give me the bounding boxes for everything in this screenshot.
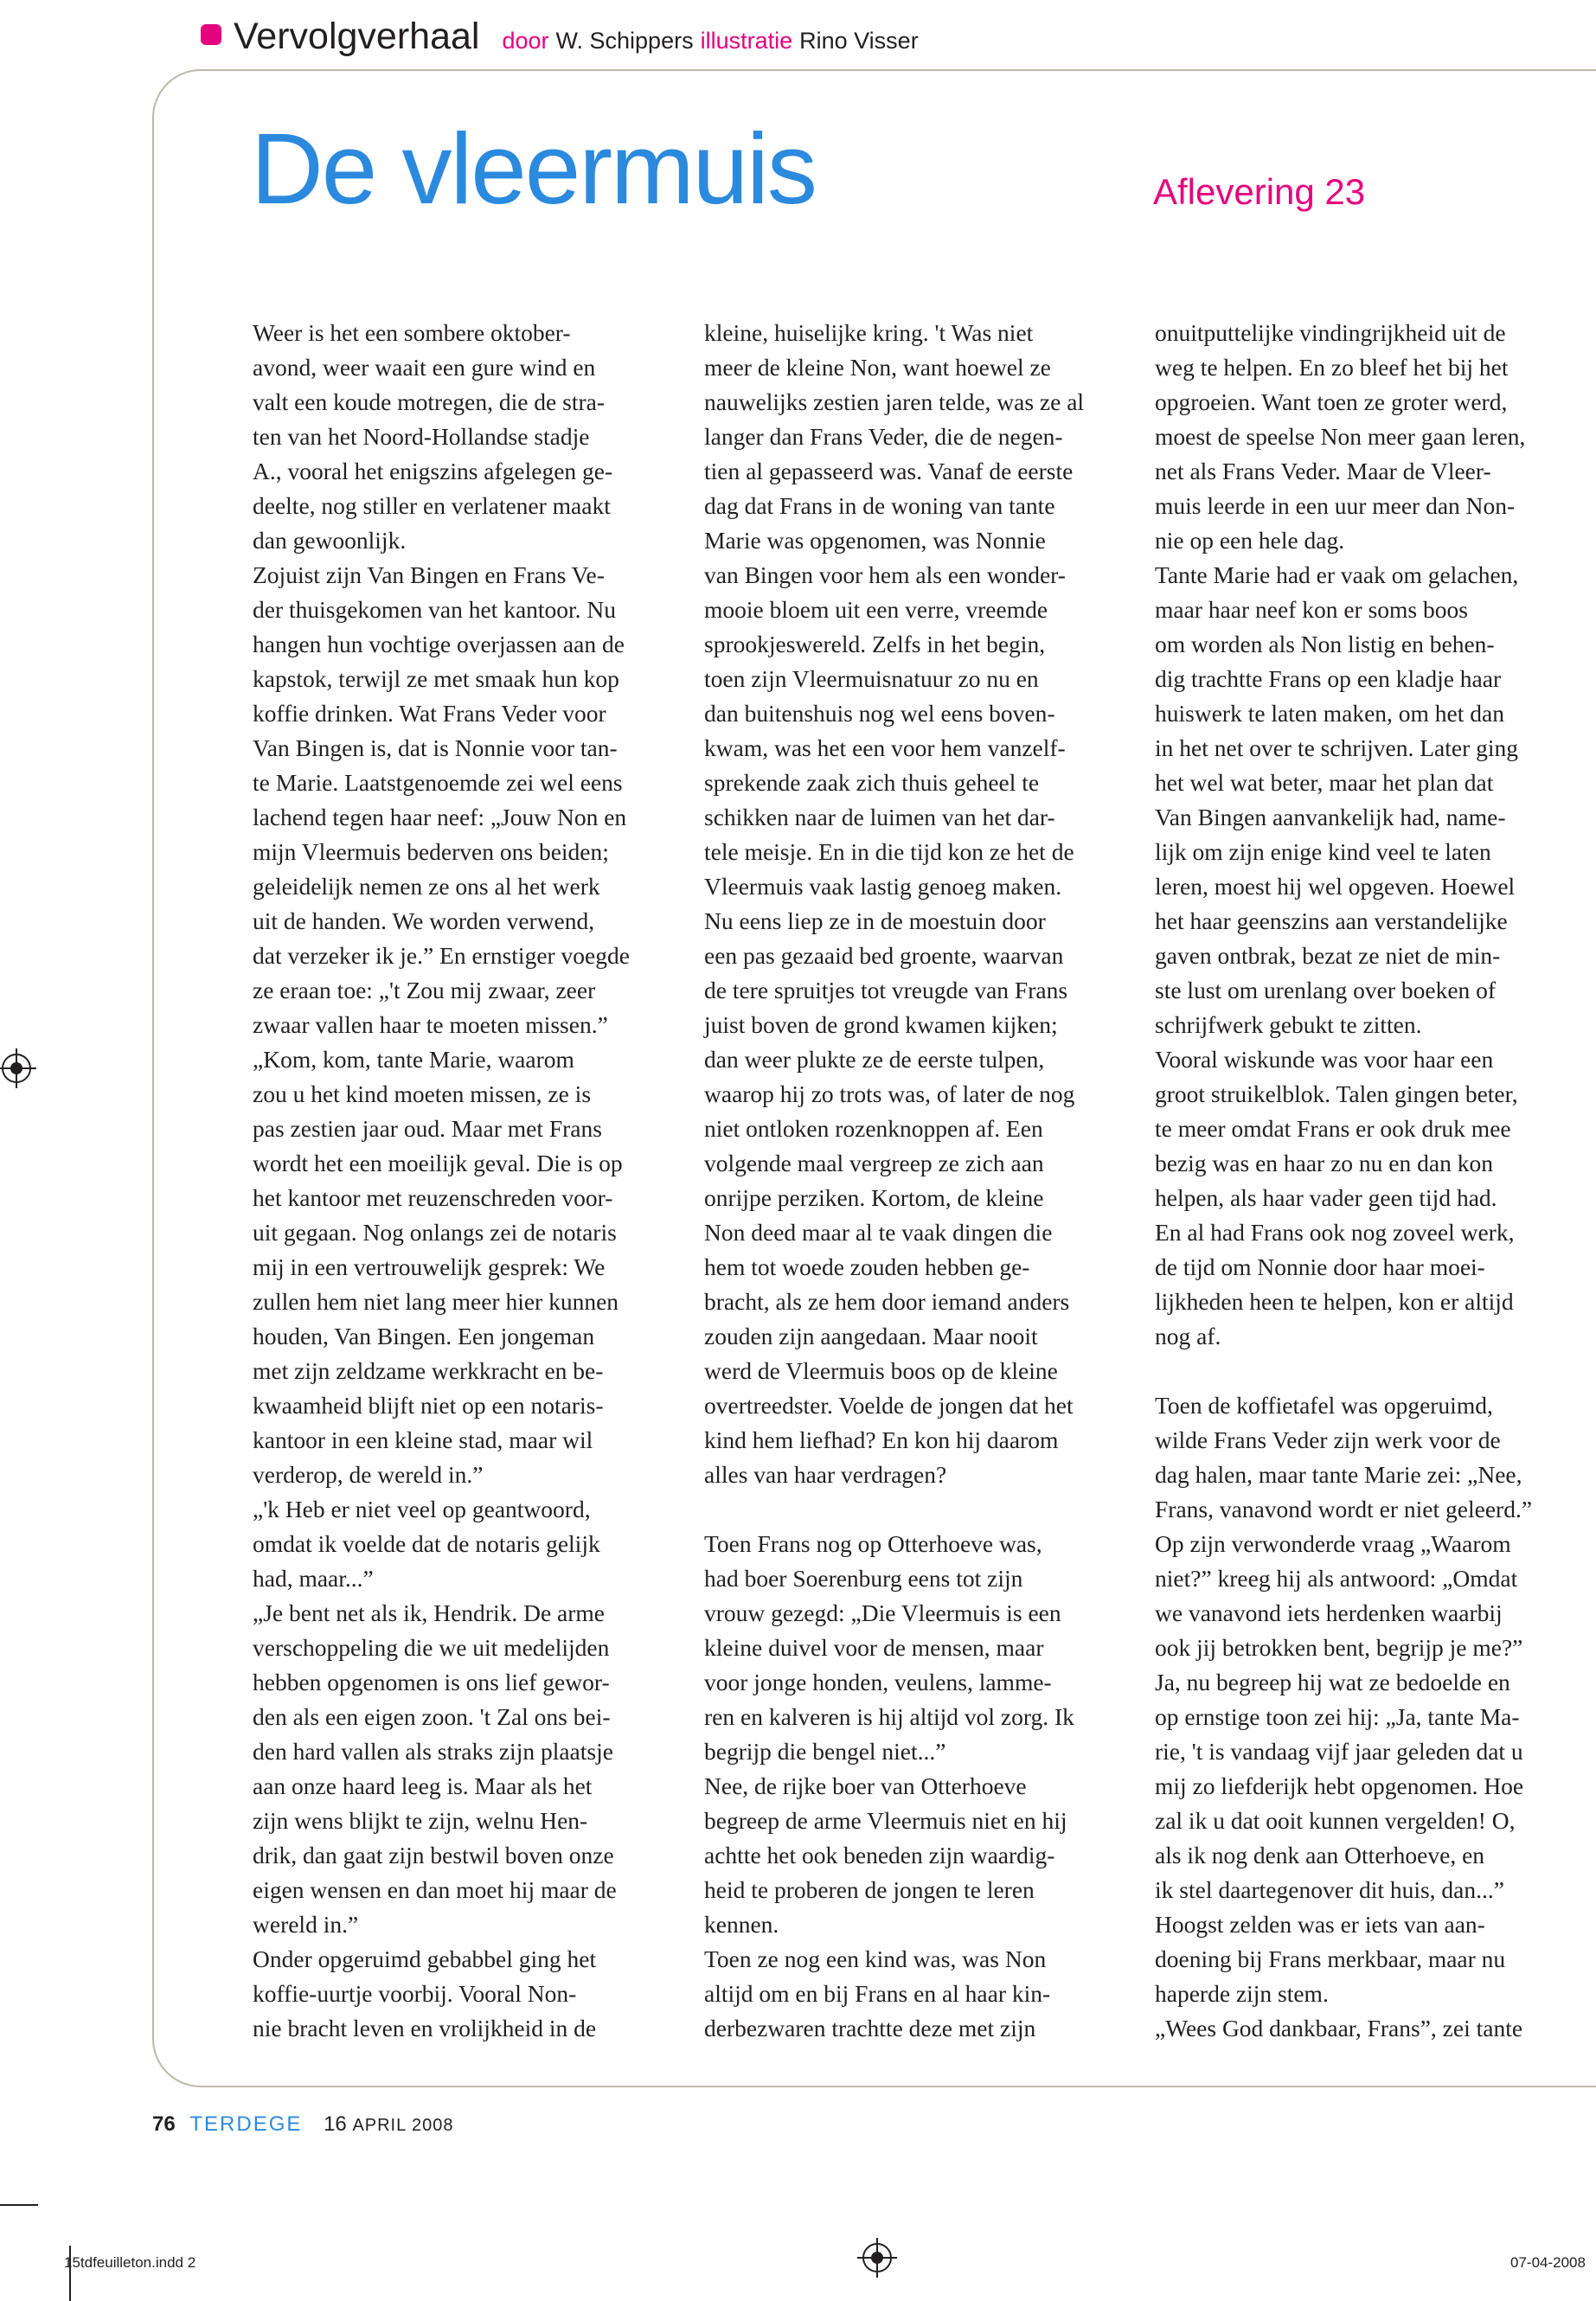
text-line: dan buitenshuis nog wel eens boven-	[704, 700, 1055, 727]
text-line: bezig was en haar zo nu en dan kon	[1155, 1150, 1493, 1176]
text-line: koffie drinken. Wat Frans Veder voor	[253, 700, 606, 727]
text-line: Nee, de rijke boer van Otterhoeve	[704, 1772, 1027, 1799]
text-line: moest de speelse Non meer gaan leren,	[1155, 423, 1526, 450]
text-line: dan gewoonlijk.	[253, 527, 407, 554]
text-line: als ik nog denk aan Otterhoeve, en	[1155, 1842, 1485, 1868]
issue-day: 16	[324, 2112, 347, 2136]
text-line: in het net over te schrijven. Later ging	[1155, 734, 1518, 761]
print-slug-file: 15tdfeuilleton.indd 2	[64, 2254, 196, 2271]
text-line: langer dan Frans Veder, die de negen-	[704, 423, 1063, 450]
paragraph-gap	[704, 1492, 1137, 1527]
text-line: zullen hem niet lang meer hier kunnen	[253, 1288, 619, 1315]
text-line: kennen.	[704, 1911, 779, 1938]
text-line: muis leerde in een uur meer dan Non-	[1155, 492, 1516, 519]
text-line: we vanavond iets herdenken waarbij	[1155, 1599, 1503, 1626]
text-line: Frans, vanavond wordt er niet geleerd.”	[1155, 1496, 1533, 1522]
text-line: Hoogst zelden was er iets van aan-	[1155, 1911, 1485, 1938]
text-line: begreep de arme Vleermuis niet en hij	[704, 1807, 1067, 1834]
text-line: Toen de koffietafel was opgeruimd,	[1155, 1392, 1493, 1419]
illustration-label: illustratie	[700, 28, 793, 54]
text-line: zijn wens blijkt te zijn, welnu Hen-	[253, 1807, 588, 1834]
text-line: wordt het een moeilijk geval. Die is op	[253, 1150, 623, 1176]
text-line: de tijd om Nonnie door haar moei-	[1155, 1253, 1485, 1280]
text-line: het haar geenszins aan verstandelijke	[1155, 907, 1508, 934]
text-line: Van Bingen is, dat is Nonnie voor tan-	[253, 734, 618, 761]
text-line: leren, moest hij wel opgeven. Hoewel	[1155, 873, 1516, 900]
text-line: met zijn zeldzame werkkracht en be-	[253, 1357, 604, 1384]
text-line: werd de Vleermuis boos op de kleine	[704, 1357, 1058, 1384]
text-line: Toen ze nog een kind was, was Non	[704, 1945, 1047, 1972]
text-line: het kantoor met reuzenschreden voor-	[253, 1184, 613, 1211]
text-line: ze eraan toe: „'t Zou mij zwaar, zeer	[253, 977, 596, 1003]
text-line: kapstok, terwijl ze met smaak hun kop	[253, 665, 619, 692]
text-line: te Marie. Laatstgenoemde zei wel eens	[253, 769, 623, 796]
text-line: Vleermuis vaak lastig genoeg maken.	[704, 873, 1062, 900]
text-line: zwaar vallen haar te moeten missen.”	[253, 1011, 608, 1038]
registration-mark-icon	[862, 2243, 892, 2272]
text-line: drik, dan gaat zijn bestwil boven onze	[253, 1842, 614, 1868]
text-line: achtte het ook beneden zijn waardig-	[704, 1842, 1055, 1868]
section-square-icon	[201, 24, 221, 45]
print-slug-date: 07-04-2008	[1510, 2254, 1586, 2271]
text-line: dag halen, maar tante Marie zei: „Nee,	[1155, 1461, 1522, 1488]
text-line: haperde zijn stem.	[1155, 1980, 1329, 2007]
text-line: mooie bloem uit een verre, vreemde	[704, 596, 1048, 623]
text-line: groot struikelblok. Talen gingen beter,	[1155, 1080, 1518, 1107]
text-line: „'k Heb er niet veel op geantwoord,	[253, 1496, 591, 1522]
illustrator-name: Rino Visser	[799, 28, 919, 54]
text-line: helpen, als haar vader geen tijd had.	[1155, 1184, 1497, 1211]
text-line: huiswerk te laten maken, om het dan	[1155, 700, 1504, 727]
text-column-1	[253, 316, 685, 2046]
text-line: avond, weer waait een gure wind en	[253, 354, 596, 381]
text-line: geleidelijk nemen ze ons al het werk	[253, 873, 600, 900]
text-line: van Bingen voor hem als een wonder-	[704, 561, 1066, 588]
text-line: zou u het kind moeten missen, ze is	[253, 1080, 592, 1107]
crop-mark	[0, 2204, 38, 2206]
text-line: aan onze haard leeg is. Maar als het	[253, 1772, 593, 1799]
paragraph-gap	[1155, 1354, 1587, 1388]
page-number: 76	[152, 2112, 176, 2136]
text-line: kantoor in een kleine stad, maar wil	[253, 1426, 593, 1453]
text-line: onuitputtelijke vindingrijkheid uit de	[1155, 319, 1506, 346]
text-line: dag dat Frans in de woning van tante	[704, 492, 1055, 519]
text-line: Weer is het een sombere oktober-	[253, 319, 571, 346]
text-line: „Kom, kom, tante Marie, waarom	[253, 1046, 574, 1073]
text-line: sprookjeswereld. Zelfs in het begin,	[704, 631, 1046, 657]
text-line: mij zo liefderijk hebt opgenomen. Hoe	[1155, 1772, 1524, 1799]
text-line: overtreedster. Voelde de jongen dat het	[704, 1392, 1074, 1419]
text-line: doening bij Frans merkbaar, maar nu	[1155, 1945, 1506, 1972]
text-line: toen zijn Vleermuisnatuur zo nu en	[704, 665, 1039, 692]
text-line: begrijp die bengel niet...”	[704, 1738, 946, 1765]
text-line: uit gegaan. Nog onlangs zei de notaris	[253, 1219, 617, 1246]
text-line: mij in een vertrouwelijk gesprek: We	[253, 1253, 606, 1280]
text-line: mijn Vleermuis bederven ons beiden;	[253, 838, 609, 865]
text-line: lijk om zijn enige kind veel te laten	[1155, 838, 1491, 865]
text-line: Van Bingen aanvankelijk had, name-	[1155, 804, 1506, 830]
text-line: Toen Frans nog op Otterhoeve was,	[704, 1530, 1042, 1557]
text-line: zal ik u dat ooit kunnen vergelden! O,	[1155, 1807, 1516, 1834]
text-line: dig trachtte Frans op een kladje haar	[1155, 665, 1502, 692]
text-line: om worden als Non listig en behen-	[1155, 631, 1495, 657]
text-line: nie bracht leven en vrolijkheid in de	[253, 2015, 597, 2041]
text-line: hangen hun vochtige overjassen aan de	[253, 631, 625, 657]
text-line: verschoppeling die we uit medelijden	[253, 1634, 610, 1661]
text-line: rie, 't is vandaag vijf jaar geleden dat u	[1155, 1738, 1523, 1765]
text-line: heid te proberen de jongen te leren	[704, 1876, 1035, 1903]
section-header	[201, 16, 926, 58]
text-line: tien al gepasseerd was. Vanaf de eerste	[704, 458, 1074, 484]
text-line: kind hem liefhad? En kon hij daarom	[704, 1426, 1059, 1453]
text-line: lijkheden heen te helpen, kon er altijd	[1155, 1288, 1514, 1315]
text-line: weg te helpen. En zo bleef het bij het	[1155, 354, 1509, 381]
text-line: Marie was opgenomen, was Nonnie	[704, 527, 1046, 554]
text-line: den hard vallen als straks zijn plaatsje	[253, 1738, 613, 1765]
text-line: maar haar neef kon er soms boos	[1155, 596, 1468, 623]
text-line: kleine, huiselijke kring. 't Was niet	[704, 319, 1034, 346]
text-line: het wel wat beter, maar het plan dat	[1155, 769, 1494, 796]
text-line: Nu eens liep ze in de moestuin door	[704, 907, 1046, 934]
text-line: tele meisje. En in die tijd kon ze het de	[704, 838, 1074, 865]
text-line: Non deed maar al te vaak dingen die	[704, 1219, 1053, 1246]
page-footer	[152, 2112, 454, 2137]
text-line: alles van haar verdragen?	[704, 1461, 947, 1488]
registration-mark-icon	[2, 1054, 31, 1083]
text-line: niet ontloken rozenknoppen af. Een	[704, 1115, 1043, 1142]
magazine-name: TERDEGE	[189, 2112, 303, 2136]
text-line: had, maar...”	[253, 1565, 374, 1592]
text-line: pas zestien jaar oud. Maar met Frans	[253, 1115, 602, 1142]
text-line: sprekende zaak zich thuis geheel te	[704, 769, 1040, 796]
text-line: „Je bent net als ik, Hendrik. De arme	[253, 1599, 606, 1626]
text-line: lachend tegen haar neef: „Jouw Non en	[253, 804, 627, 830]
text-line: ren en kalveren is hij altijd vol zorg. Ik	[704, 1703, 1074, 1730]
text-line: kleine duivel voor de mensen, maar	[704, 1634, 1044, 1661]
article-title: De vleermuis	[251, 112, 816, 225]
text-line: verderop, de wereld in.”	[253, 1461, 484, 1488]
text-column-2	[704, 316, 1137, 2046]
author-name: W. Schippers	[555, 28, 694, 54]
text-line: volgende maal vergreep ze zich aan	[704, 1150, 1044, 1176]
text-line: derbezwaren trachtte deze met zijn	[704, 2015, 1036, 2041]
text-line: uit de handen. We worden verwend,	[253, 907, 595, 934]
text-line: der thuisgekomen van het kantoor. Nu	[253, 596, 617, 623]
text-line: A., vooral het enigszins afgelegen ge-	[253, 458, 613, 484]
text-line: ste lust om urenlang over boeken of	[1155, 977, 1497, 1003]
text-line: ten van het Noord-Hollandse stadje	[253, 423, 590, 450]
text-line: Vooral wiskunde was voor haar een	[1155, 1046, 1494, 1073]
text-line: omdat ik voelde dat de notaris gelijk	[253, 1530, 600, 1557]
text-line: nog af.	[1155, 1323, 1221, 1349]
text-line: eigen wensen en dan moet hij maar de	[253, 1876, 617, 1903]
text-line: de tere spruitjes tot vreugde van Frans	[704, 977, 1068, 1003]
text-line: schikken naar de luimen van het dar-	[704, 804, 1055, 830]
text-column-3	[1155, 316, 1587, 2046]
text-line: wereld in.”	[253, 1911, 359, 1938]
text-line: had boer Soerenburg eens tot zijn	[704, 1565, 1023, 1592]
text-line: nie op een hele dag.	[1155, 527, 1345, 554]
text-line: zouden zijn aangedaan. Maar nooit	[704, 1323, 1038, 1349]
text-line: Tante Marie had er vaak om gelachen,	[1155, 561, 1519, 588]
text-line: nauwelijks zestien jaren telde, was ze al	[704, 388, 1085, 415]
text-line: valt een koude motregen, die de stra-	[253, 388, 605, 415]
text-line: bracht, als ze hem door iemand anders	[704, 1288, 1070, 1315]
text-line: waarop hij zo trots was, of later de nog	[704, 1080, 1075, 1107]
text-line: dat verzeker ik je.” En ernstiger voegde	[253, 942, 630, 969]
by-label: door	[502, 28, 549, 54]
text-line: juist boven de grond kwamen kijken;	[704, 1011, 1058, 1038]
text-line: net als Frans Veder. Maar de Vleer-	[1155, 458, 1491, 484]
text-line: Zojuist zijn Van Bingen en Frans Ve-	[253, 561, 605, 588]
episode-label: Aflevering 23	[1153, 171, 1366, 212]
text-line: meer de kleine Non, want hoewel ze	[704, 354, 1051, 381]
text-line: te meer omdat Frans er ook druk mee	[1155, 1115, 1511, 1142]
text-line: dan weer plukte ze de eerste tulpen,	[704, 1046, 1045, 1073]
text-line: „Wees God dankbaar, Frans”, zei tante	[1155, 2015, 1523, 2041]
text-line: gaven ontbrak, bezat ze niet de min-	[1155, 942, 1501, 969]
text-line: kwam, was het een voor hem vanzelf-	[704, 734, 1066, 761]
text-line: opgroeien. Want toen ze groter werd,	[1155, 388, 1508, 415]
text-line: Onder opgeruimd gebabbel ging het	[253, 1945, 597, 1972]
issue-month-year: APRIL 2008	[352, 2116, 454, 2135]
text-line: wilde Frans Veder zijn werk voor de	[1155, 1426, 1501, 1453]
text-line: voor jonge honden, veulens, lamme-	[704, 1669, 1052, 1695]
text-line: niet?” kreeg hij als antwoord: „Omdat	[1155, 1565, 1518, 1592]
text-line: hem tot woede zouden hebben ge-	[704, 1253, 1030, 1280]
text-line: Ja, nu begreep hij wat ze bedoelde en	[1155, 1669, 1510, 1695]
text-line: En al had Frans ook nog zoveel werk,	[1155, 1219, 1515, 1246]
section-label: Vervolgverhaal	[234, 16, 480, 57]
text-line: ik stel daartegenover dit huis, dan...”	[1155, 1876, 1504, 1903]
text-line: koffie-uurtje voorbij. Vooral Non-	[253, 1980, 577, 2007]
text-line: op ernstige toon zei hij: „Ja, tante Ma-	[1155, 1703, 1520, 1730]
text-line: altijd om en bij Frans en al haar kin-	[704, 1980, 1051, 2007]
text-line: deelte, nog stiller en verlatener maakt	[253, 492, 611, 519]
text-line: ook jij betrokken bent, begrijp je me?”	[1155, 1634, 1523, 1661]
text-line: schrijfwerk gebukt te zitten.	[1155, 1011, 1422, 1038]
text-line: hebben opgenomen is ons lief gewor-	[253, 1669, 610, 1695]
text-line: onrijpe perziken. Kortom, de kleine	[704, 1184, 1044, 1211]
text-line: kwaamheid blijft niet op een notaris-	[253, 1392, 604, 1419]
text-line: vrouw gezegd: „Die Vleermuis is een	[704, 1599, 1061, 1626]
text-line: den als een eigen zoon. 't Zal ons bei-	[253, 1703, 611, 1730]
text-line: een pas gezaaid bed groente, waarvan	[704, 942, 1064, 969]
text-line: Op zijn verwonderde vraag „Waarom	[1155, 1530, 1511, 1557]
text-line: houden, Van Bingen. Een jongeman	[253, 1323, 595, 1349]
